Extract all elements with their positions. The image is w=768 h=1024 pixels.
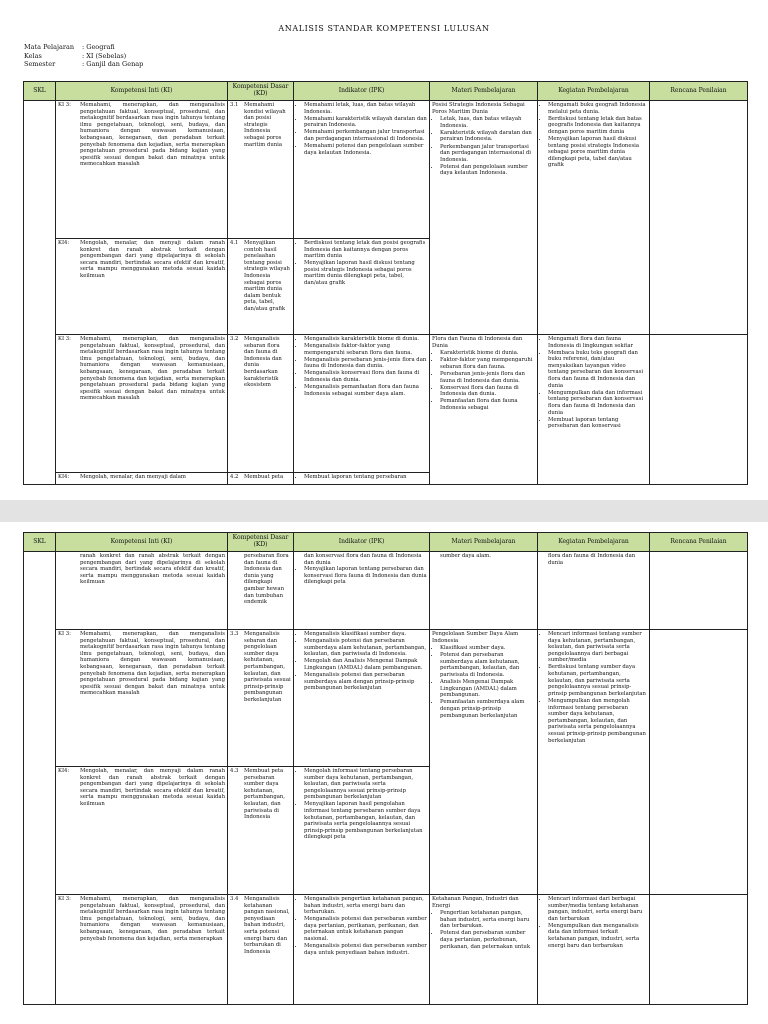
rencana-cell [650,630,748,895]
meta-row-subject: Mata Pelajaran : Geografi [24,43,115,51]
list-item: • Perkembangan jalur transportasi dan perdagangan internasional di Indonesia. [440,144,535,164]
skl-cell [24,552,56,1005]
table-row [24,552,748,630]
list-item: • Memahami karakteristik wilayah daratan dan perairan Indonesia. [304,116,427,129]
ipk-cell [294,630,430,767]
header-kd: Kompetensi Dasar (KD) [228,533,294,552]
materi-cell: sumber daya alam. [430,552,538,630]
list-item: • Membaca buku teks geografi dan buku referensi, dan/atau menyaksikan tayangan video tentang persebaran dan konservasi flora dan fauna di Indonesia dan dunia [548,350,647,390]
header-skl: SKL [24,533,56,552]
list-item: • Pemanfaatan sumberdaya alam dengan prinsip-prinsip pembangunan berkelanjutan [440,699,535,719]
header-ki: Kompetensi Inti (KI) [56,82,228,101]
kd-cell: 4.1 Menyajikan contoh hasil penelaahan tentang posisi strategis wilayah Indonesia sebagai poros maritim dunia dalam bentuk peta, tabel, dan/atau grafik [228,239,294,335]
list-item: • Karakteristik biome di dunia. [440,350,535,357]
list-item: • Mengumpulkan dan menganalisis data dan informasi terkait ketahanan pangan, industri, serta energi baru dan terbarukan [548,923,647,949]
header-kegiatan: Kegiatan Pembelajaran [538,533,650,552]
list-item: • Mengolah informasi tentang persebaran sumber daya kehutanan, pertambangan, kelautan, dan pariwisata serta pengelolaannya sesuai prinsip-prinsip pembangunan berkelanjutan [304,768,427,801]
kegiatan-cell [538,630,650,895]
list-item: • Menganalisis karakteristik biome di dunia. [304,336,427,343]
document-title: ANALISIS STANDAR KOMPETENSI LULUSAN [278,24,490,33]
meta-row-class: Kelas : XI (Sebelas) [24,51,127,60]
list-item: • Mencari informasi dari berbagai sumber/media tentang ketahanan pangan, industri, serta energi baru dan terbarukan [548,896,647,922]
list-item: • Menganalisis potensi dan persebaran sumber daya untuk penyediaan bahan industri. [304,943,427,956]
list-item: • Konservasi flora dan fauna di Indonesia dan dunia. [440,385,535,398]
skl-table-page-1 [23,81,748,485]
document-page-1 [0,0,768,500]
meta-row-semester: Semester : Ganjil dan Genap [24,60,144,68]
list-item: • Menganalisis potensi dan persebaran sumberdaya alam dengan prinsip-prinsip pembangunan berkelanjutan [304,672,427,692]
list-item: • Pemanfaatan flora dan fauna Indonesia sebagai [440,398,535,411]
list-item: • Potensi dan pengelolaan sumber daya kelautan Indonesia. [440,164,535,177]
list-item: • Mengamati flora dan fauna Indonesia di lingkungan sekitar [548,336,647,349]
list-item: • Menganalisis potensi dan persebaran sumber daya pertanian, perikanan, perikanan, dan peternakan untuk ketahanan pangan nasional. [304,916,427,942]
ki-cell: KI 3: Memahami, menerapkan, dan menganalisis pengetahuan faktual, konseptual, prosedural, dan metakognitif berdasarkan rasa ingin tahunya tentang ilmu pengetahuan, teknologi, seni, budaya, dan humaniora dengan wawasan kemanusiaan, kebangsaan, kenegaraan, dan peradaban terkait penyebab fenomena dan kejadian, serta menerapkan [56,895,228,1005]
rencana-cell [650,101,748,335]
list-item: • Mengamati buku geografi Indonesia melalui peta dunia. [548,102,647,115]
kegiatan-cell [538,335,650,485]
list-item: • Pengertian ketahanan pangan, bahan industri, serta energi baru dan terbarukan. [440,910,535,930]
kd-cell: 3.4 Menganalisis ketahanan pangan nasional, penyediaan bahan industri, serta potensi energi baru dan terbarukan di Indonesia [228,895,294,1005]
ipk-cell [294,335,430,473]
rencana-cell [650,335,748,485]
ipk-cell [294,239,430,335]
list-item: • Memahami letak, luas, dan batas wilayah Indonesia. [304,102,427,115]
list-item: • Berdiskusi tentang letak dan posisi geografis Indonesia dan kaitannya dengan poros maritim dunia [304,240,427,260]
list-item: • Membuat laporan tentang persebaran [304,474,427,481]
document-meta [24,43,282,69]
ki-cell: KI 3: Memahami, menerapkan, dan menganalisis pengetahuan faktual, konseptual, prosedural, dan metakognitif berdasarkan rasa ingin tahunya tentang ilmu pengetahuan, teknologi, seni, budaya, dan humaniora dengan wawasan kemanusiaan, kebangsaan, kenegaraan, dan peradaban terkait penyebab fenomena dan kejadian, serta menerapkan pengetahuan prosedural pada bidang kajian yang spesifik sesuai dengan bakat dan minatnya untuk memecahkan masalah [56,101,228,239]
list-item: • Menyajikan laporan hasil diskusi tentang posisi strategis Indonesia sebagai poros maritim dunia dilengkapi peta, tabel, dan/atau grafik [304,260,427,286]
list-item: • Mengumpulkan data dan informasi tentang persebaran dan konservasi flora dan fauna di Indonesia dan dunia [548,390,647,416]
header-rencana: Rencana Penilaian [650,533,748,552]
list-item: • Potensi dan persebaran sumber daya pertanian, perkebunan, perikanan, dan peternakan untuk [440,930,535,950]
header-materi: Materi Pembelajaran [430,533,538,552]
table-header-row [24,82,748,101]
ipk-cell [294,101,430,239]
kd-cell: 4.2 Membuat peta [228,473,294,485]
page-gap [0,500,768,522]
list-item: • Menganalisis konservasi flora dan fauna di Indonesia dan dunia. [304,370,427,383]
table-row [24,895,748,1005]
ki-cell: KI4: Mengolah, menalar, dan menyaji dalam [56,473,228,485]
ki-cell: ranah konkret dan ranah abstrak terkait dengan pengembangan dari yang dipelajarinya di sekolah secara mandiri, bertindak secara efektif dan kreatif, serta mampu menggunakan metoda sesuai kaidah keilmuan [56,552,228,630]
list-item: • Menyajikan laporan tentang persebaran dan konservasi flora fauna di Indonesia dan dunia dilengkapi peta [304,566,427,586]
ipk-cell [294,473,430,485]
list-item: • Menganalisis klasifikasi sumber daya. [304,631,427,638]
materi-cell: Pengelolaan Sumber Daya Alam Indonesia • Klasifikasi sumber daya. • Potensi dan persebaran sumberdaya alam kehutanan, pertambangan, kelautan, dan pariwisata di Indonesia. • Analisis Mengenai Dampak Lingkungan (AMDAL) dalam pembangunan. • Pemanfaatan sumberdaya alam dengan prinsip-prinsip pembangunan berkelanjutan [430,630,538,895]
header-kegiatan: Kegiatan Pembelajaran [538,82,650,101]
kd-cell: 4.3 Membuat peta persebaran sumber daya kehutanan, pertambangan, kelautan, dan pariwisata di Indonesia [228,767,294,895]
list-item: • Memahami perkembangan jalur transportasi dan perdagangan internasional di Indonesia. [304,129,427,142]
list-item: • Persebaran jenis-jenis flora dan fauna di Indonesia dan dunia. [440,371,535,384]
header-skl: SKL [24,82,56,101]
list-item: • Letak, luas, dan batas wilayah Indonesia. [440,116,535,129]
ki-cell: KI 3: Memahami, menerapkan, dan menganalisis pengetahuan faktual, konseptual, prosedural, dan metakognitif berdasarkan rasa ingin tahunya tentang ilmu pengetahuan, teknologi, seni, budaya, dan humaniora dengan wawasan kemanusiaan, kebangsaan, kenegaraan, dan peradaban terkait penyebab fenomena dan kejadian, serta menerapkan pengetahuan prosedural pada bidang kajian yang spesifik sesuai dengan bakat dan minatnya untuk memecahkan masalah [56,630,228,767]
header-ki: Kompetensi Inti (KI) [56,533,228,552]
header-rencana: Rencana Penilaian [650,82,748,101]
list-item: • Potensi dan persebaran sumberdaya alam kehutanan, pertambangan, kelautan, dan pariwisata di Indonesia. [440,652,535,678]
list-item: • Memahami potensi dan pengelolaan sumber daya kelautan Indonesia. [304,143,427,156]
list-item: • Berdiskusi tentang sumber daya kehutanan, pertambangan, kelautan, dan pariwisata serta pengelolaannya sesuai prinsip-prinsip pembangunan berkelanjutan [548,664,647,697]
list-item: • Menganalisis persebaran jenis-jenis flora dan fauna di Indonesia dan dunia. [304,357,427,370]
list-item: • Mencari informasi tentang sumber daya kehutanan, pertambangan, kelautan, dan pariwisata serta pengelolaannya dari berbagai sumber/media [548,631,647,664]
skl-table-page-2 [23,532,748,1005]
list-item: • Menganalisis pemanfaatan flora dan fauna Indonesia sebagai sumber daya alam. [304,384,427,397]
ipk-cell [294,895,430,1005]
list-item: • Menganalisis faktor-faktor yang mempengaruhi sebaran flora dan fauna. [304,343,427,356]
list-item: • Menganalisis potensi dan persebaran sumberdaya alam kehutanan, pertambangan, kelautan, dan pariwisata di Indonesia. [304,638,427,658]
kegiatan-cell: flora dan fauna di Indonesia dan dunia [538,552,650,630]
kegiatan-cell [538,895,650,1005]
materi-cell: Posisi Strategis Indonesia Sebagai Poros Maritim Dunia • Letak, luas, dan batas wilayah Indonesia. • Karakteristik wilayah daratan dan perairan Indonesia. • Perkembangan jalur transportasi dan perdagangan internasional di Indonesia. • Potensi dan pengelolaan sumber daya kelautan Indonesia. [430,101,538,335]
list-item: • Membuat laporan tentang persebaran dan konservasi [548,417,647,430]
table-row [24,630,748,767]
ipk-cell [294,767,430,895]
document-page-2 [0,522,768,1024]
kd-cell: 3.2 Menganalisis sebaran flora dan fauna di Indonesia dan dunia berdasarkan karakteristik ekosistem [228,335,294,473]
header-ipk: Indikator (IPK) [294,533,430,552]
rencana-cell [650,552,748,630]
materi-cell: Ketahanan Pangan, Industri dan Energi • Pengertian ketahanan pangan, bahan industri, serta energi baru dan terbarukan. • Potensi dan persebaran sumber daya pertanian, perkebunan, perikanan, dan peternakan untuk [430,895,538,1005]
table-row [24,335,748,473]
kd-cell: persebaran flora dan fauna di Indonesia dan dunia yang dilengkapi gambar hewan dan tumbuhan endemik [228,552,294,630]
kegiatan-cell [538,101,650,335]
materi-cell: Flora dan Fauna di Indonesia dan Dunia • Karakteristik biome di dunia. • Faktor-faktor yang mempengaruhi sebaran flora dan fauna. • Persebaran jenis-jenis flora dan fauna di Indonesia dan dunia. • Konservasi flora dan fauna di Indonesia dan dunia. • Pemanfaatan flora dan fauna Indonesia sebagai [430,335,538,485]
header-materi: Materi Pembelajaran [430,82,538,101]
list-item: • Mengumpulkan dan mengolah informasi tentang persebaran sumber daya kehutanan, pertambangan, kelautan, dan pariwisata serta pengelolaannya sesuai prinsip-prinsip pembangunan berkelanjutan [548,698,647,744]
ki-cell: KI4: Mengolah, menalar, dan menyaji dalam ranah konkret dan ranah abstrak terkait dengan pengembangan dari yang dipelajarinya di sekolah secara mandiri, bertindak secara efektif dan kreatif, serta mampu menggunakan metoda sesuai kaidah keilmuan [56,239,228,335]
header-kd: Kompetensi Dasar (KD) [228,82,294,101]
ki-cell: KI4: Mengolah, menalar, dan menyaji dalam ranah konkret dan ranah abstrak terkait dengan pengembangan dari yang dipelajarinya di sekolah secara mandiri, bertindak secara efektif dan kreatif, serta mampu menggunakan metoda sesuai kaidah keilmuan [56,767,228,895]
kd-cell: 3.3 Menganalisis sebaran dan pengelolaan sumber daya kehutanan, pertambangan, kelautan, dan pariwisata sesuai prinsip-prinsip pembangunan berkelanjutan [228,630,294,767]
list-item: • Mengolah dan Analisis Mengenai Dampak Lingkungan (AMDAL) dalam pembangunan. [304,658,427,671]
table-row [24,101,748,239]
ki-cell: KI 3: Memahami, menerapkan, dan menganalisis pengetahuan faktual, konseptual, prosedural, dan metakognitif berdasarkan rasa ingin tahunya tentang ilmu pengetahuan, teknologi, seni, budaya, dan humaniora dengan wawasan kemanusiaan, kebangsaan, kenegaraan, dan peradaban terkait penyebab fenomena dan kejadian, serta menerapkan pengetahuan prosedural pada bidang kajian yang spesifik sesuai dengan bakat dan minatnya untuk memecahkan masalah [56,335,228,473]
list-item: • Menganalisis pengertian ketahanan pangan, bahan industri, serta energi baru dan terbarukan. [304,896,427,916]
list-item: • Menyajikan laporan hasil pengolahan informasi tentang persebaran sumber daya kehutanan, pertambangan, kelautan, dan pariwisata serta pengelolaannya sesuai prinsip-prinsip pembangunan berkelanjutan dilengkapi peta [304,801,427,841]
list-item: • Berdiskusi tentang letak dan batas geografis Indonesia dan kaitannya dengan poros maritim dunia [548,116,647,136]
rencana-cell [650,895,748,1005]
list-item: • Faktor-faktor yang mempengaruhi sebaran flora dan fauna. [440,357,535,370]
list-item: • Karakteristik wilayah daratan dan perairan Indonesia. [440,130,535,143]
list-item: • Analisis Mengenai Dampak Lingkungan (AMDAL) dalam pembangunan. [440,679,535,699]
kd-cell: 3.1 Memahami kondisi wilayah dan posisi strategis Indonesia sebagai poros maritim dunia [228,101,294,239]
list-item: • Klasifikasi sumber daya. [440,645,535,652]
table-header-row [24,533,748,552]
ipk-cell: dan konservasi flora dan fauna di Indonesia dan dunia • Menyajikan laporan tentang persebaran dan konservasi flora fauna di Indonesia dan dunia dilengkapi peta [294,552,430,630]
skl-cell [24,101,56,485]
list-item: • Menyajikan laporan hasil diskusi tentang posisi strategis Indonesia sebagai poros maritim dunia dilengkapi peta, tabel dan/atau grafik [548,136,647,169]
header-ipk: Indikator (IPK) [294,82,430,101]
